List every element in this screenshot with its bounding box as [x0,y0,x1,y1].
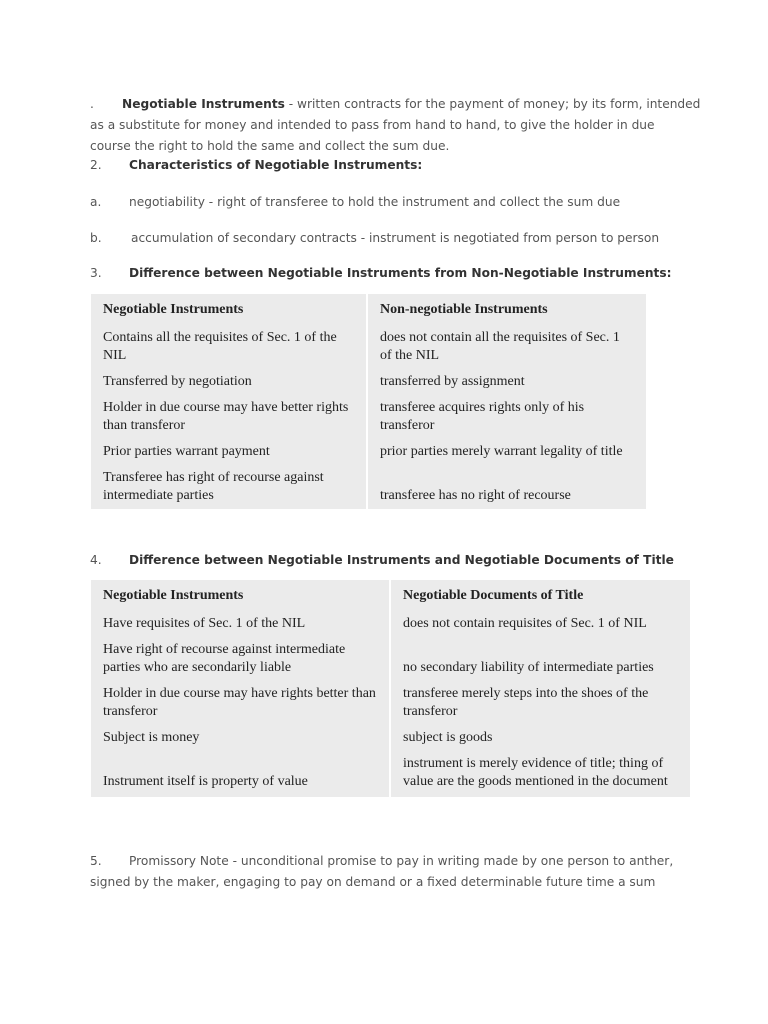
item-1-line-3: course the right to hold the same and collect the sum due. [90,139,450,153]
item-3-number: 3. [90,266,102,280]
table-row [91,369,646,395]
item-4-heading: Difference between Negotiable Instruments and Negotiable Documents of Title [129,553,674,567]
item-1-line-2: as a substitute for money and intended to pass from hand to hand, to give the holder in due [90,118,655,132]
table-cell: Transferee has right of recourse against intermediate parties [103,470,324,503]
table-header-cell: Negotiable Instruments [103,302,244,317]
item-2b-label: b. [90,231,102,245]
item-5-paragraph [90,851,710,893]
item-2a-text: negotiability - right of transferee to hold the instrument and collect the sum due [129,195,621,209]
table-cell: Contains all the requisites of Sec. 1 of the NIL [103,330,337,363]
table-header-cell: Negotiable Documents of Title [390,580,690,611]
table-cell: Instrument itself is property of value [103,774,308,789]
item-5-number: 5. [90,854,102,868]
table-row [91,465,646,509]
item-2a-label: a. [90,195,102,209]
table-cell: Transferred by negotiation [103,374,252,389]
item-1-paragraph [90,94,701,157]
table-cell: Have requisites of Sec. 1 of the NIL [103,616,306,631]
table-row [91,751,690,797]
table-row [91,681,690,725]
table-row [91,325,646,369]
table-cell: Prior parties warrant payment [103,444,270,459]
table-row [91,439,646,465]
comparison-table-negotiable-vs-non-negotiable [91,294,646,509]
table-cell: Subject is money [103,730,200,745]
table-header-row [91,294,646,325]
item-5-line-2: signed by the maker, engaging to pay on demand or a fixed determinable future time a sum [90,875,656,889]
item-4-number: 4. [90,553,102,567]
table-cell: no secondary liability of intermediate parties [390,637,690,681]
item-1-number: . [90,97,94,111]
item-2-number: 2. [90,158,102,172]
table-header-cell: Negotiable Instruments [103,588,244,603]
table-cell: does not contain all the requisites of Sec. 1 of the NIL [367,325,646,369]
table-header-row [91,580,690,611]
item-2b-text: accumulation of secondary contracts - instrument is negotiated from person to person [131,231,660,245]
table-cell: does not contain requisites of Sec. 1 of NIL [390,611,690,637]
table-row [91,725,690,751]
table-cell: prior parties merely warrant legality of title [367,439,646,465]
table-header-cell: Non-negotiable Instruments [367,294,646,325]
comparison-table-instruments-vs-documents-of-title [91,580,690,797]
table-cell: transferee merely steps into the shoes of the transferor [390,681,690,725]
item-3-heading: Difference between Negotiable Instruments from Non-Negotiable Instruments: [129,266,672,280]
table-cell: transferred by assignment [367,369,646,395]
table-cell: Have right of recourse against intermediate parties who are secondarily liable [103,642,346,675]
item-4-heading-line [90,550,674,571]
table-cell: Holder in due course may have better rights than transferor [103,400,349,433]
item-2b-line [90,228,659,249]
table-cell: transferee acquires rights only of his transferor [367,395,646,439]
item-2-heading: Characteristics of Negotiable Instruments: [129,158,423,172]
item-1-line-1 [90,94,701,115]
item-2-heading-line [90,155,422,176]
table-row [91,395,646,439]
table-cell: transferee has no right of recourse [367,465,646,509]
table-cell: subject is goods [390,725,690,751]
item-3-heading-line [90,263,672,284]
table-row [91,611,690,637]
item-1-definition: - written contracts for the payment of money; by its form, intended [284,97,701,111]
item-5-line-1 [90,851,710,872]
item-5-text: Promissory Note - unconditional promise to pay in writing made by one person to anther, [129,854,674,868]
table-row [91,637,690,681]
item-2a-line [90,192,620,213]
table-cell: Holder in due course may have rights better than transferor [103,686,376,719]
item-1-term: Negotiable Instruments [122,97,285,111]
table-cell: instrument is merely evidence of title; thing of value are the goods mentioned in the document [390,751,690,797]
